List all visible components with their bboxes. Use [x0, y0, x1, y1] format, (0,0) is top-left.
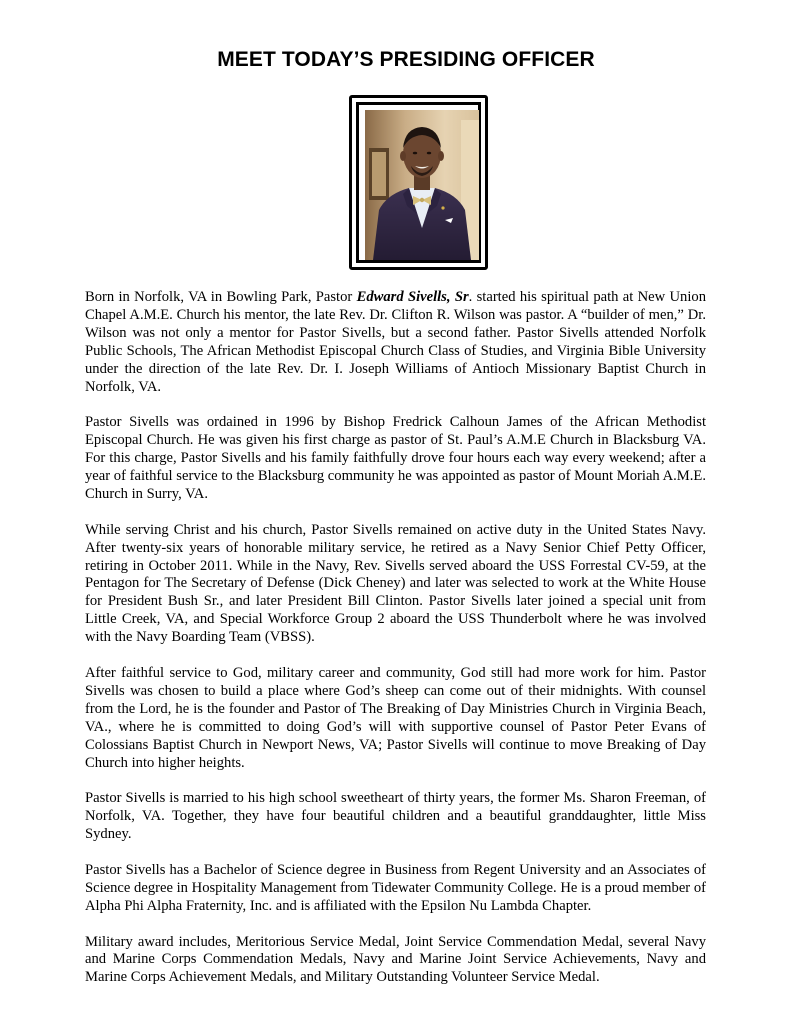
paragraph-family: Pastor Sivells is married to his high school sweetheart of thirty years, the former Ms. Sharon Freeman, of Norfolk, VA. Together, they have four beautiful children and a beautiful granddaughter, little Miss Sydney. — [85, 790, 706, 843]
paragraph-early-life-start: Born in Norfolk, VA in Bowling Park, Pastor — [85, 289, 357, 305]
paragraph-education: Pastor Sivells has a Bachelor of Science degree in Business from Regent University and an Associates of Science degree in Hospitality Management from Tidewater Community College. He is a proud member of Alpha Phi Alpha Fraternity, Inc. and is affiliated with the Epsilon Nu Lambda Chapter. — [85, 861, 706, 914]
portrait-photo-icon — [365, 110, 479, 260]
photo-frame — [349, 95, 488, 270]
biography-text — [85, 289, 706, 987]
paragraph-military-awards: Military award includes, Meritorious Service Medal, Joint Service Commendation Medal, several Navy and Marine Corps Commendation Medals, Navy and Marine Joint Service Achievements, Navy and Marine Corps Achievement Medals, and Military Outstanding Volunteer Service Medal. — [85, 933, 706, 986]
paragraph-military-service: While serving Christ and his church, Pastor Sivells remained on active duty in the United States Navy. After twenty-six years of honorable military service, he retired as a Navy Senior Chief Petty Officer, retiring in October 2011. While in the Navy, Rev. Sivells served aboard the USS Forrestal CV-59, at the Pentagon for The Secretary of Defense (Dick Cheney) and later was selected to work at the White House for President Bush Sr., and later President Bill Clinton. Pastor Sivells later joined a special unit from Little Creek, VA, and Special Workforce Group 2 aboard the USS Thunderbolt where he was involved with the Navy Boarding Team (VBSS). — [85, 521, 706, 646]
paragraph-ministry: After faithful service to God, military career and community, God still had more work for him. Pastor Sivells was chosen to build a place where God’s sheep can come out of their midnights. With counsel from the Lord, he is the founder and Pastor of The Breaking of Day Ministries Church in Virginia Beach, VA., where he is committed to doing God’s will with supportive counsel of Pastor Peter Evans of Colossians Baptist Church in Newport News, VA; Pastor Sivells will continue to move Breaking of Day Church into higher heights. — [85, 664, 706, 771]
page-title: MEET TODAY’S PRESIDING OFFICER — [217, 48, 595, 71]
paragraph-early-life — [85, 289, 706, 396]
pastor-name: Edward Sivells, Sr — [356, 289, 469, 305]
paragraph-ordination: Pastor Sivells was ordained in 1996 by Bishop Fredrick Calhoun James of the African Methodist Episcopal Church. He was given his first charge as pastor of St. Paul’s A.M.E Church in Blacksburg VA. For this charge, Pastor Sivells and his family faithfully drove four hours each way every weekend; after a year of faithful service to the Blacksburg community he was appointed as pastor of Mount Moriah A.M.E. Church in Surry, VA. — [85, 414, 706, 502]
photo-frame-inner — [356, 102, 481, 263]
paragraph-early-life-rest: . started his spiritual path at New Union Chapel A.M.E. Church his mentor, the late Rev. Dr. Clifton R. Wilson was pastor. A “builder of men,” Dr. Wilson was not only a mentor for Pastor Sivells, but a second father. Pastor Sivells attended Norfolk Public Schools, The African Methodist Episcopal Church Class of Studies, and Virginia Bible University under the direction of the late Rev. Dr. I. Joseph Williams of Antioch Missionary Baptist Church in Norfolk, VA. — [85, 289, 706, 395]
